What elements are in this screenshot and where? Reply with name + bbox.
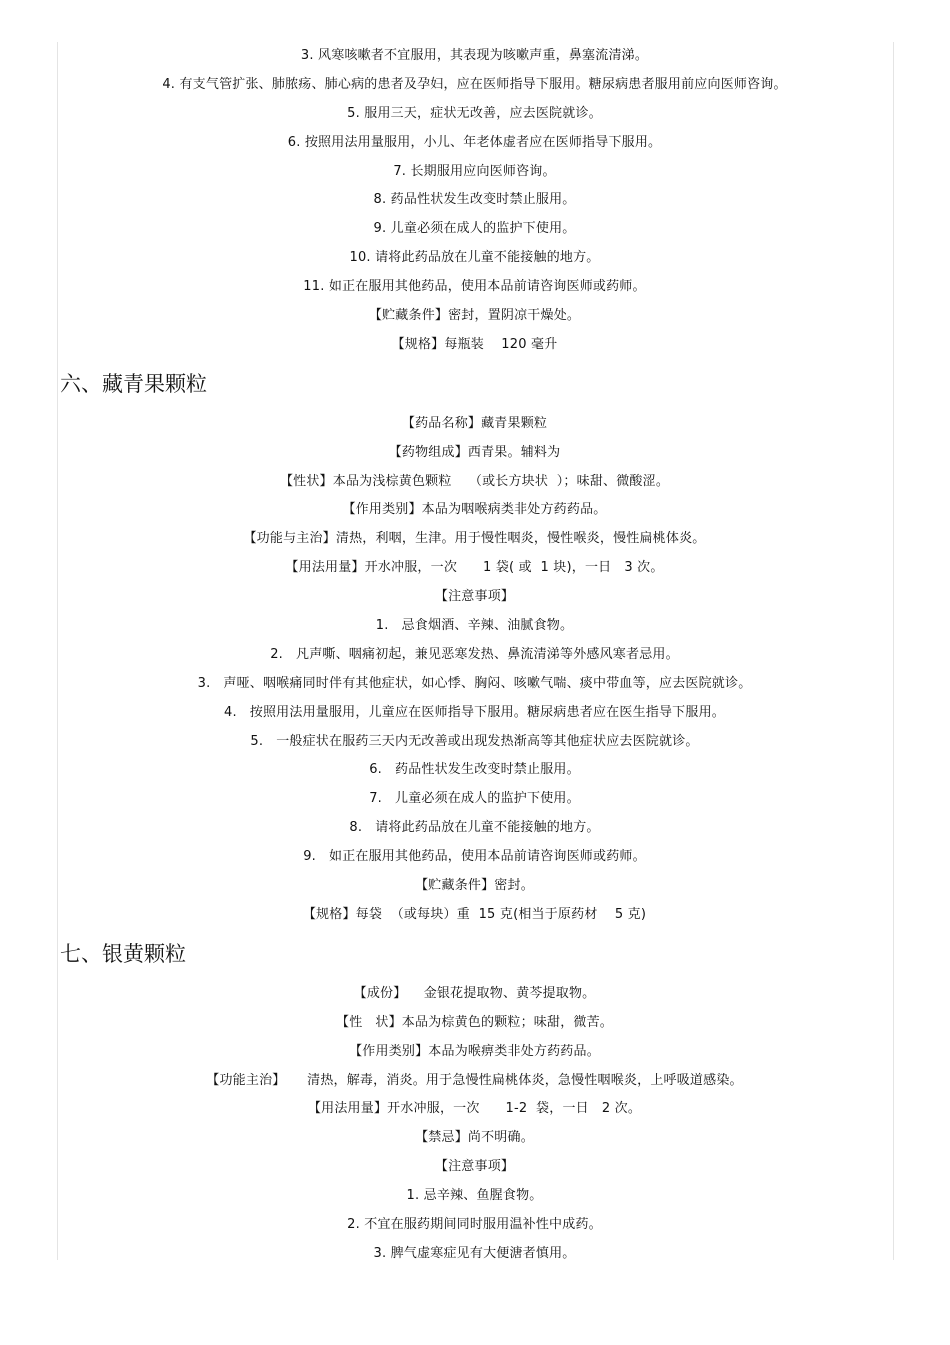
text-line: 5. 一般症状在服药三天内无改善或出现发热渐高等其他症状应去医院就诊。 xyxy=(250,733,699,749)
category-line: 【作用类别】本品为喉痹类非处方药药品。 xyxy=(349,1043,600,1059)
text-line: 5. 服用三天，症状无改善，应去医院就诊。 xyxy=(347,105,602,121)
section-6-body xyxy=(57,410,892,930)
text-line: 3. 声哑、咽喉痛同时伴有其他症状，如心悸、胸闷、咳嗽气喘、痰中带血等，应去医院就诊。 xyxy=(197,675,752,691)
text-line: 10. 请将此药品放在儿童不能接触的地方。 xyxy=(349,250,600,266)
text-line: 9. 如正在服用其他药品，使用本品前请咨询医师或药师。 xyxy=(303,849,646,865)
spec-line: 【规格】每瓶装 120 毫升 xyxy=(391,336,558,352)
precautions-title: 【注意事项】 xyxy=(434,1159,515,1175)
text-line: 7. 儿童必须在成人的监护下使用。 xyxy=(369,791,580,807)
text-line: 4. 按照用法用量服用，儿童应在医师指导下服用。糖尿病患者应在医生指导下服用。 xyxy=(223,704,725,720)
text-line: 3. 脾气虚寒症见有大便溏者慎用。 xyxy=(373,1245,576,1261)
spec-line: 【规格】每袋 （或每块）重 15 克(相当于原药材 5 克) xyxy=(302,906,647,922)
text-line: 1. 忌食烟酒、辛辣、油腻食物。 xyxy=(375,618,574,634)
storage-line: 【贮藏条件】密封，置阴凉干燥处。 xyxy=(368,308,581,324)
indications-line: 【功能与主治】清热，利咽，生津。用于慢性咽炎，慢性喉炎，慢性扁桃体炎。 xyxy=(243,531,706,547)
indications-line: 【功能主治】 清热，解毒，消炎。用于急慢性扁桃体炎，急慢性咽喉炎，上呼吸道感染。 xyxy=(206,1072,743,1088)
text-line: 7. 长期服用应向医师咨询。 xyxy=(393,163,556,179)
drug-name-line: 【药品名称】藏青果颗粒 xyxy=(401,415,548,431)
text-line: 2. 不宜在服药期间同时服用温补性中成药。 xyxy=(347,1216,602,1232)
dosage-line: 【用法用量】开水冲服，一次 1-2 袋，一日 2 次。 xyxy=(307,1101,642,1117)
precautions-title: 【注意事项】 xyxy=(434,589,515,605)
text-line: 8. 药品性状发生改变时禁止服用。 xyxy=(373,192,576,208)
section-7-body xyxy=(57,980,892,1269)
text-line: 6. 药品性状发生改变时禁止服用。 xyxy=(369,762,580,778)
text-line: 11. 如正在服用其他药品，使用本品前请咨询医师或药师。 xyxy=(303,279,646,295)
text-line: 6. 按照用法用量服用，小儿、年老体虚者应在医师指导下服用。 xyxy=(287,134,662,150)
composition-line: 【药物组成】西青果。辅料为 xyxy=(388,444,561,460)
properties-line: 【性 状】本品为棕黄色的颗粒；味甜，微苦。 xyxy=(336,1014,613,1030)
contraindications-line: 【禁忌】尚不明确。 xyxy=(415,1130,534,1146)
text-line: 9. 儿童必须在成人的监护下使用。 xyxy=(373,221,576,237)
section-6-heading: 六、藏青果颗粒 xyxy=(60,371,207,396)
text-line: 3. 风寒咳嗽者不宜服用，其表现为咳嗽声重，鼻塞流清涕。 xyxy=(300,48,649,63)
ingredients-line: 【成份】 金银花提取物、黄芩提取物。 xyxy=(353,985,596,1001)
text-line: 1. 忌辛辣、鱼腥食物。 xyxy=(406,1188,543,1204)
dosage-line: 【用法用量】开水冲服，一次 1 袋( 或 1 块)，一日 3 次。 xyxy=(285,560,664,576)
storage-line: 【贮藏条件】密封。 xyxy=(415,878,534,894)
section-5-tail xyxy=(57,42,892,360)
document-body xyxy=(57,42,892,1269)
category-line: 【作用类别】本品为咽喉病类非处方药药品。 xyxy=(342,502,607,518)
text-line: 2. 凡声嘶、咽痛初起，兼见恶寒发热、鼻流清涕等外感风寒者忌用。 xyxy=(270,646,679,662)
section-7-heading: 七、银黄颗粒 xyxy=(60,941,186,966)
text-line: 4. 有支气管扩张、肺脓疡、肺心病的患者及孕妇，应在医师指导下服用。糖尿病患者服用前应向医师咨询。 xyxy=(162,76,787,92)
text-line: 8. 请将此药品放在儿童不能接触的地方。 xyxy=(349,820,600,836)
properties-line: 【性状】本品为浅棕黄色颗粒 （或长方块状 ）；味甜、微酸涩。 xyxy=(279,473,670,489)
